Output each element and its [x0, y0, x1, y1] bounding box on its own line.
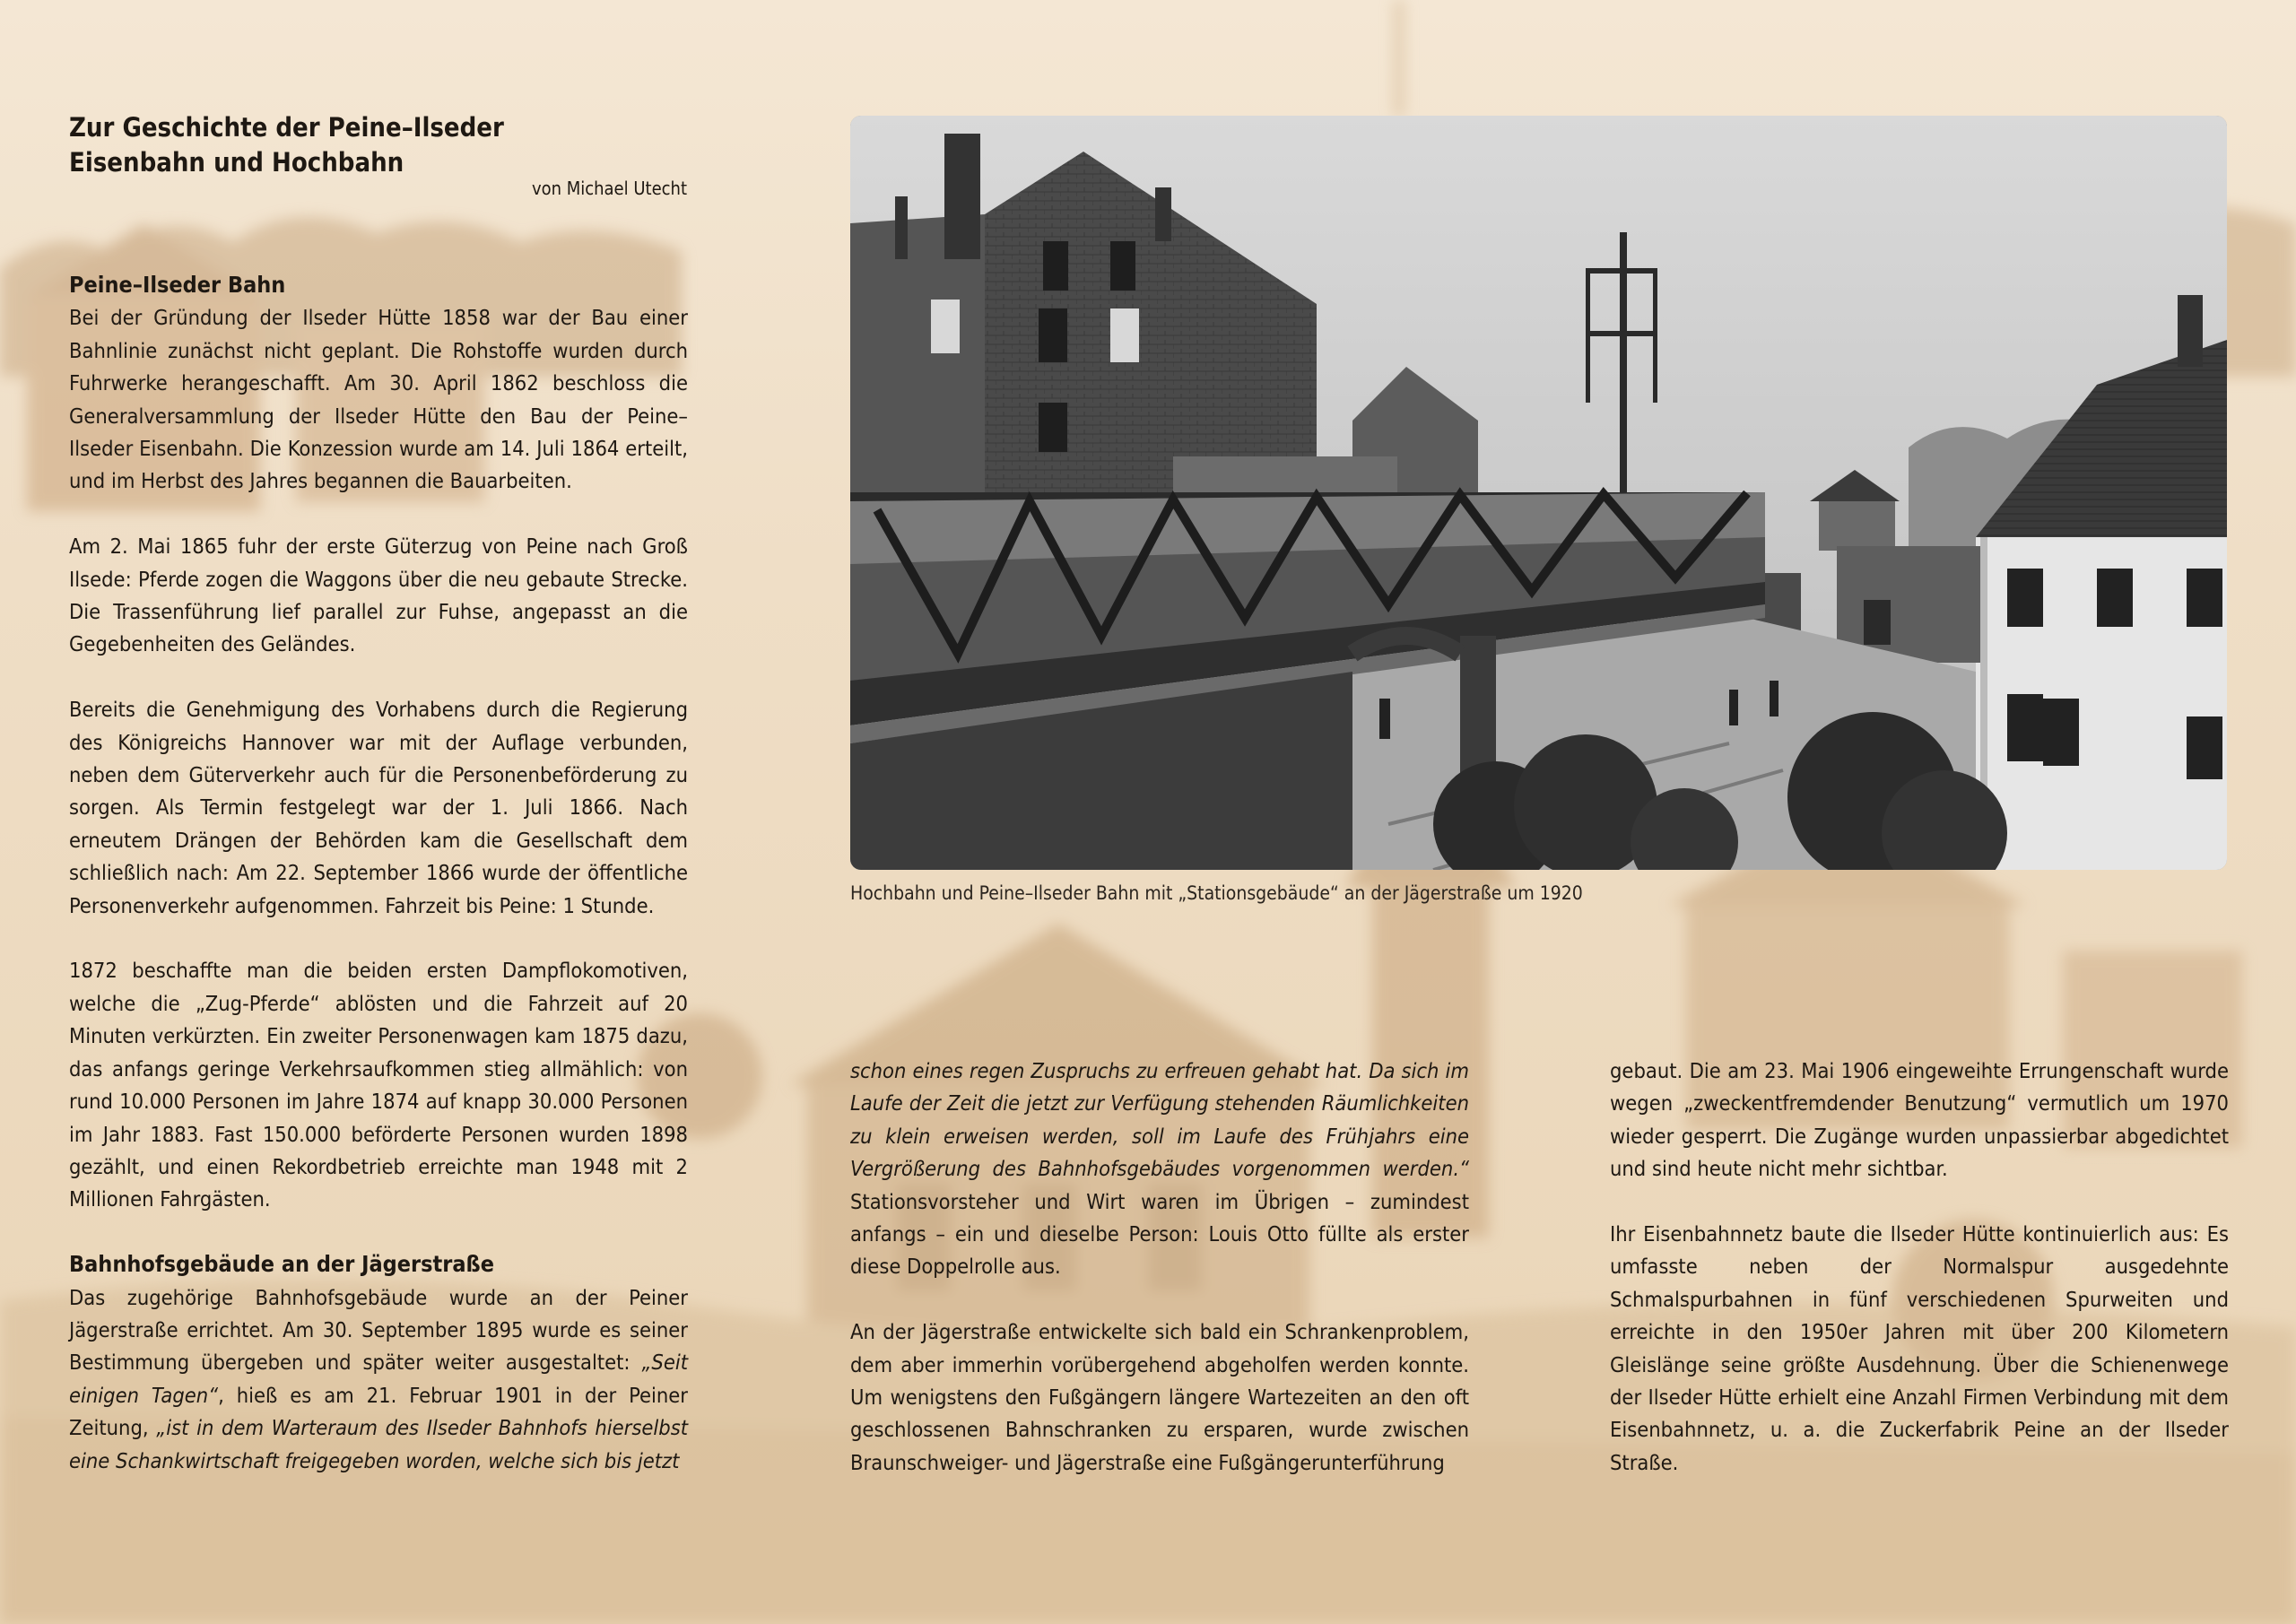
title-line-2: Eisenbahn und Hochbahn: [69, 147, 404, 178]
title-line-1: Zur Geschichte der Peine–Ilseder: [69, 112, 504, 143]
photo-caption: Hochbahn und Peine–Ilseder Bahn mit „Stationsgebäude“ an der Jägerstraße um 1920: [850, 882, 1583, 904]
paragraph-station-quote-cont: schon eines regen Zuspruchs zu erfreuen gehabt hat. Da sich im Laufe der Zeit die jetzt zur Verfügung stehenden Räumlichkeiten zu klein erweisen werden, soll im Laufe des Frühjahrs eine Vergrößerung des Bahnhofsgebäudes vorgenommen werden.“ Stationsvorsteher und Wirt waren im Übrigen – zumindest anfangs – ein und dieselbe Person: Louis Otto füllte als erster diese Doppelrolle aus.: [850, 1058, 1469, 1280]
column-2: [850, 1055, 1469, 1479]
paragraph-founding: Bei der Gründung der Ilseder Hütte 1858 war der Bau einer Bahnlinie zunächst nicht geplant. Die Rohstoffe wurden durch Fuhrwerke herangeschafft. Am 30. April 1862 beschloss die Generalversammlung der Ilseder Hütte den Bau der Peine–Ilseder Eisenbahn. Die Konzession wurde am 14. Juli 1864 erteilt, und im Herbst des Jahres begannen die Bauarbeiten.: [69, 305, 688, 494]
historic-photo-hochbahn: [850, 116, 2227, 870]
section-heading-bahnhofsgebaeude: Bahnhofsgebäude an der Jägerstraße: [69, 1251, 494, 1278]
article-title: [69, 110, 504, 180]
paragraph-barrier-problem: An der Jägerstraße entwickelte sich bald ein Schrankenproblem, dem aber immerhin vorübergehend abgeholfen werden konnte. Um wenigstens den Fußgängern längere Wartezeiten an den oft geschlossenen Bahnschranken zu ersparen, wurde zwischen Braunschweiger- und Jägerstraße eine Fußgängerunterführung: [850, 1319, 1469, 1475]
section-heading-peine-ilseder-bahn: Peine–Ilseder Bahn: [69, 272, 286, 298]
paragraph-first-train: Am 2. Mai 1865 fuhr der erste Güterzug von Peine nach Groß Ilsede: Pferde zogen die Waggons über die neu gebaute Strecke. Die Trassenführung lief parallel zur Fuhse, angepasst an die Gegebenheiten des Geländes.: [69, 534, 688, 657]
paragraph-locomotives: 1872 beschaffte man die beiden ersten Dampflokomotiven, welche die „Zug-Pferde“ ablösten und die Fahrzeit auf 20 Minuten verkürzten. Ein zweiter Personenwagen kam 1875 dazu, das anfangs geringe Verkehrsaufkommen stieg allmählich: von rund 10.000 Personen im Jahre 1874 auf knapp 30.000 Personen im Jahr 1883. Fast 150.000 beförderte Personen wurden 1898 gezählt, und einen Rekordbetrieb erreichte man 1948 mit 2 Millionen Fahrgästen.: [69, 958, 688, 1212]
paragraph-underpass: gebaut. Die am 23. Mai 1906 eingeweihte Errungenschaft wurde wegen „zweckentfremdender Benutzung“ vermutlich um 1970 wieder gesperrt. Die Zugänge wurden unpassierbar abgedichtet und sind heute nicht mehr sichtbar.: [1610, 1058, 2229, 1182]
column-1: [69, 269, 688, 1477]
paragraph-rail-network: Ihr Eisenbahnnetz baute die Ilseder Hütte kontinuierlich aus: Es umfasste neben der Normalspur ausgedehnte Schmalspurbahnen in fünf verschiedenen Spurweiten und erreichte in den 1950er Jahren mit über 200 Kilometern Gleislänge seine größte Ausdehnung. Über die Schienenwege der Ilseder Hütte erhielt eine Anzahl Firmen Verbindung mit dem Eisenbahnnetz, u. a. die Zuckerfabrik Peine an der Ilseder Straße.: [1610, 1221, 2229, 1475]
paragraph-station-building: Das zugehörige Bahnhofsgebäude wurde an der Peiner Jägerstraße errichtet. Am 30. September 1895 wurde es seiner Bestimmung übergeben und später weiter ausgestaltet: „Seit einigen Tagen“, hieß es am 21. Februar 1901 in der Peiner Zeitung, „ist in dem Warteraum des Ilseder Bahnhofs hierselbst eine Schankwirtschaft freigegeben worden, welche sich bis jetzt: [69, 1284, 688, 1473]
column-3: [1610, 1055, 2229, 1479]
paragraph-approval: Bereits die Genehmigung des Vorhabens durch die Regierung des Königreichs Hannover war mit der Auflage verbunden, neben dem Güterverkehr auch für die Personenbeförderung zu sorgen. Als Termin festgelegt war der 1. Juli 1866. Nach erneutem Drängen der Behörden kam die Gesellschaft dem schließlich nach: Am 22. September 1866 wurde der öffentliche Personenverkehr aufgenommen. Fahrzeit bis Peine: 1 Stunde.: [69, 697, 688, 918]
photo-illustration: [850, 116, 2227, 870]
author-byline: von Michael Utecht: [531, 178, 687, 199]
